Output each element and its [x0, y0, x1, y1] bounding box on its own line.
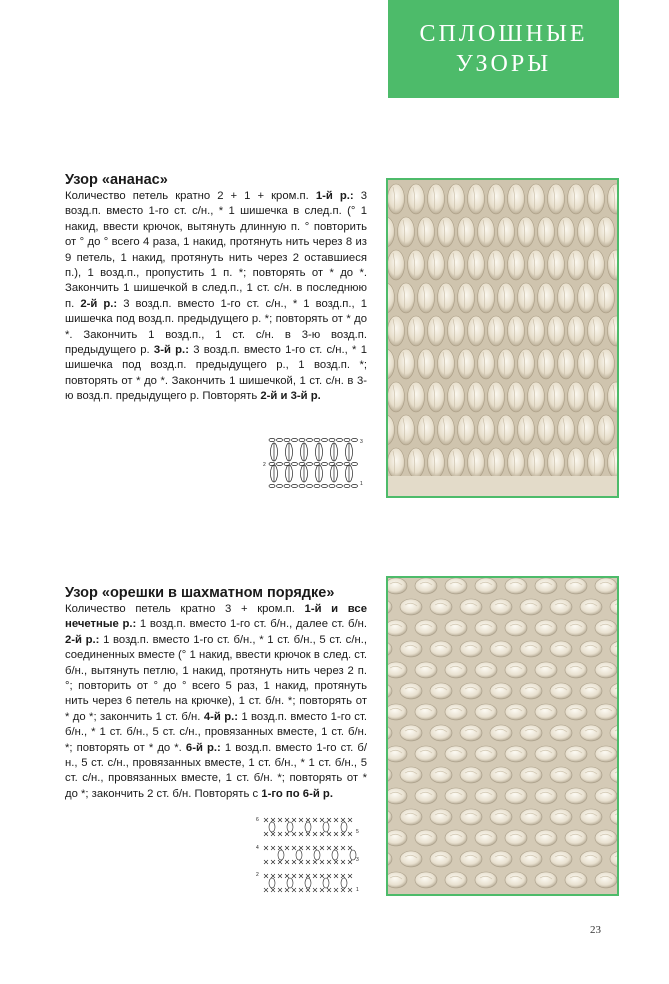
pattern2-row-label: 4: [256, 845, 259, 851]
pattern2-text-segment: 1-й и все нечетные р.:: [65, 603, 367, 631]
pattern1-text-segment: 3 возд.п. вместо 1-го ст. с/н., * 1 возд.п., 1 шишечка под возд.п. предыдущего р. *; повторять от * до *. Закончить 1 возд.п., 1 ст. с/н. в 3-ю возд.п. предыдущего р.: [65, 297, 367, 357]
pattern1-text-segment: 2-й р.:: [80, 297, 118, 310]
pattern2-row-label: 6: [256, 817, 259, 823]
pineapple-stitch-texture: [388, 180, 617, 496]
pattern1-row-label: 2: [263, 462, 266, 468]
pattern1-text-segment: 2-й и 3-й р.: [260, 390, 321, 403]
pattern2-description: [65, 602, 367, 802]
banner-line-1: СПЛОШНЫЕ: [419, 21, 588, 47]
pattern1-text-segment: 1-й р.:: [315, 190, 354, 202]
pattern2-chart-diagram: [256, 814, 364, 896]
pattern2-row-label: 1: [356, 887, 359, 893]
pattern1-title: Узор «ананас»: [65, 172, 168, 188]
pattern2-row-label: 3: [356, 857, 359, 863]
pattern2-text-segment: 1 возд.п. вместо 1-го ст. б/н., далее ст. б/н.: [136, 618, 367, 631]
pattern1-row-label: 3: [360, 439, 363, 445]
pattern2-swatch-photo: [386, 576, 619, 896]
pattern2-text-segment: 2-й р.:: [65, 633, 100, 646]
pattern2-text-segment: 4-й р.:: [203, 710, 238, 723]
pattern2-text-segment: 1 возд.п. вместо 1-го ст. б/н., 5 ст. с/н., провязанных вместе, 1 ст. б/н., * 1 ст. б/н., 5 ст. с/н., провязанных вместе, 1 ст. б/н. *; повторять от * до *; закончить 2 ст. б/н. Повторять с: [65, 741, 368, 800]
pattern1-description: [65, 189, 367, 405]
pattern1-row-label: 1: [360, 481, 363, 487]
page-number: 23: [590, 924, 601, 936]
pattern2-text-segment: 1 возд.п. вместо 1-го ст. б/н., * 1 ст. б/н., 5 ст. с/н., провязанных вместе, 1 ст. б/н. *; повторять от * до *.: [65, 710, 367, 754]
pattern1-text-segment: Количество петель кратно 2 + 1 + кром.п.: [65, 190, 316, 202]
pattern2-title: Узор «орешки в шахматном порядке»: [65, 585, 335, 601]
pattern2-text-segment: 1-го по 6-й р.: [261, 787, 333, 800]
pattern1-chart-diagram: [262, 434, 370, 492]
pattern2-text-segment: Количество петель кратно 3 + кром.п.: [65, 603, 305, 615]
pattern1-text-segment: 3-й р.:: [153, 344, 189, 357]
pattern1-text-segment: 3 возд.п. вместо 1-го ст. с/н., * 1 шишечка в след.п. (° 1 накид, ввести крючок, вытянуть длинную п. ° повторить от ° до ° всего 4 раза, 1 накид, протянуть нить через 8 из 9 петель, 1 накид, протянуть нить через 2 оставшиеся п.), 1 возд.п., пропустить 1 п. *; повторять от * до *. Закончить 1 шишечкой в след.п., 1 ст. с/н. в последнюю п.: [65, 190, 368, 310]
pattern2-text-segment: 1 возд.п. вместо 1-го ст. б/н., * 1 ст. б/н., 5 ст. с/н., соединенных вместе (° 1 накид, ввести крючок в след. ст. б/н., вытянуть петлю, 1 накид, протянуть нить через 2 п. °; повторить от ° до ° всего 5 раз, 1 накид, протянуть нить через 6 петель на крючке), 1 ст. б/н. *; повторять от * до *; закончить 1 ст. б/н.: [65, 633, 367, 723]
section-banner: [388, 0, 619, 98]
nut-stitch-texture: [388, 578, 617, 894]
pattern1-text-segment: 3 возд.п. вместо 1-го ст. с/н., * 1 шишечка под возд.п. предыдущего р., 1 возд.п. *; повторять от * до *. Закончить 1 шишечкой, 1 ст. с/н. в 3-ю возд.п. предыдущего р. Повторять: [65, 344, 367, 403]
pattern2-row-label: 2: [256, 872, 259, 878]
pattern2-text-segment: 6-й р.:: [185, 741, 221, 754]
banner-line-2: УЗОРЫ: [455, 51, 552, 77]
pattern2-row-label: 5: [356, 829, 359, 835]
pattern1-swatch-photo: [386, 178, 619, 498]
